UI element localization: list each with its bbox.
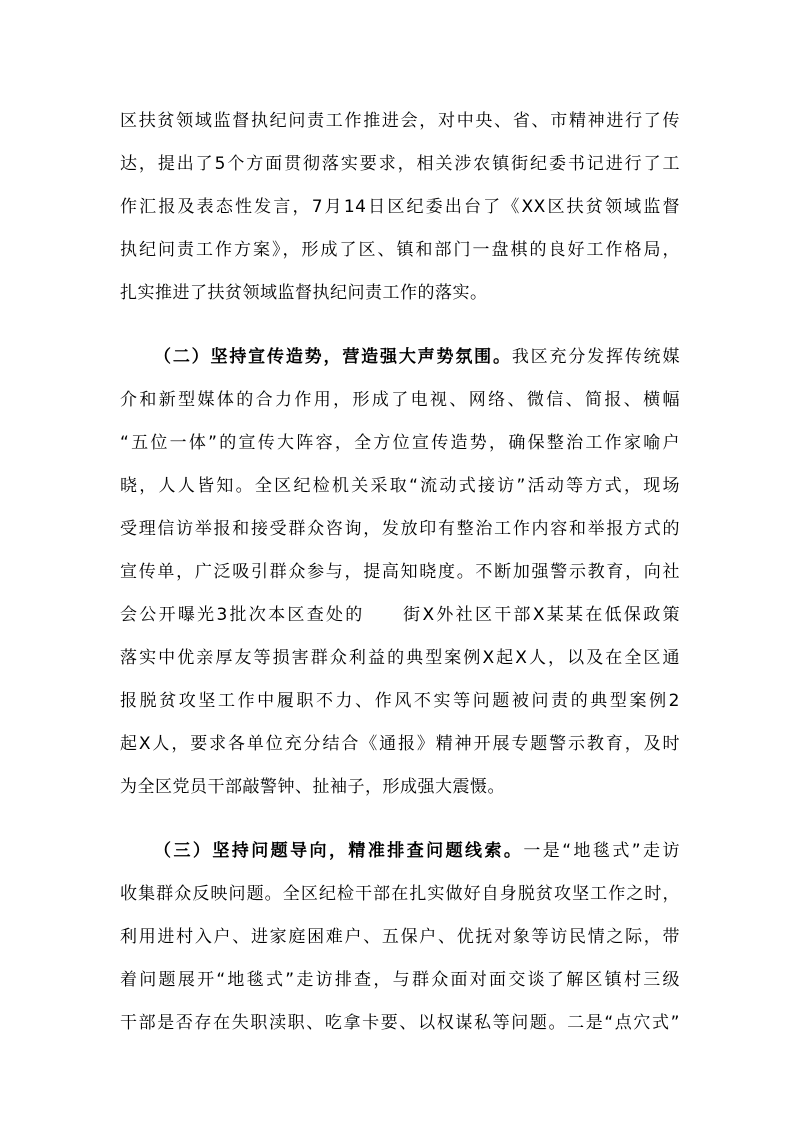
text-line: 作汇报及表态性发言，7月14日区纪委出台了《XX区扶贫领域监督 xyxy=(120,197,680,217)
section-heading: （二）坚持宣传造势，营造强大声势氛围。 xyxy=(154,347,512,367)
paragraph-3 xyxy=(120,830,680,1045)
text-line: 着问题展开“地毯式”走访排查，与群众面对面交谈了解区镇村三级 xyxy=(120,970,680,990)
document-body xyxy=(120,100,680,1045)
text-run: 一是“地毯式”走访 xyxy=(523,841,680,861)
text-line: 为全区党员干部敲警钟、扯袖子，形成强大震慑。 xyxy=(120,777,505,797)
text-line: 介和新型媒体的合力作用，形成了电视、网络、微信、简报、横幅 xyxy=(120,390,680,410)
text-line: 落实中优亲厚友等损害群众利益的典型案例X起X人，以及在全区通 xyxy=(120,648,680,668)
text-line: 区扶贫领域监督执纪问责工作推进会，对中央、省、市精神进行了传 xyxy=(120,111,680,131)
text-line: 受理信访举报和接受群众咨询，发放印有整治工作内容和举报方式的 xyxy=(120,519,680,539)
paragraph-1 xyxy=(120,100,680,315)
paragraph-first-line xyxy=(120,830,680,873)
paragraph-first-line xyxy=(120,336,680,379)
text-line: 晓，人人皆知。全区纪检机关采取“流动式接访”活动等方式，现场 xyxy=(120,476,680,496)
text-line: 收集群众反映问题。全区纪检干部在扎实做好自身脱贫攻坚工作之时， xyxy=(120,884,680,904)
text-line: 宣传单，广泛吸引群众参与，提高知晓度。不断加强警示教育，向社 xyxy=(120,562,680,582)
text-line: 会公开曝光3批次本区查处的 街X外社区干部X某某在低保政策 xyxy=(120,605,680,625)
text-line: 扎实推进了扶贫领域监督执纪问责工作的落实。 xyxy=(120,283,488,303)
text-run: 我区充分发挥传统媒 xyxy=(511,347,681,367)
text-line: 干部是否存在失职渎职、吃拿卡要、以权谋私等问题。二是“点穴式” xyxy=(120,1013,680,1033)
paragraph-2 xyxy=(120,336,680,809)
text-line: 执纪问责工作方案》，形成了区、镇和部门一盘棋的良好工作格局， xyxy=(120,240,680,260)
text-line: 利用进村入户、进家庭困难户、五保户、优抚对象等访民情之际，带 xyxy=(120,927,680,947)
text-line: 达，提出了5个方面贯彻落实要求，相关涉农镇街纪委书记进行了工 xyxy=(120,154,680,174)
section-heading: （三）坚持问题导向，精准排查问题线索。 xyxy=(154,841,524,861)
text-line: “五位一体”的宣传大阵容，全方位宣传造势，确保整治工作家喻户 xyxy=(120,433,680,453)
text-line: 报脱贫攻坚工作中履职不力、作风不实等问题被问责的典型案例2 xyxy=(120,691,680,711)
text-line: 起X人，要求各单位充分结合《通报》精神开展专题警示教育，及时 xyxy=(120,734,680,754)
